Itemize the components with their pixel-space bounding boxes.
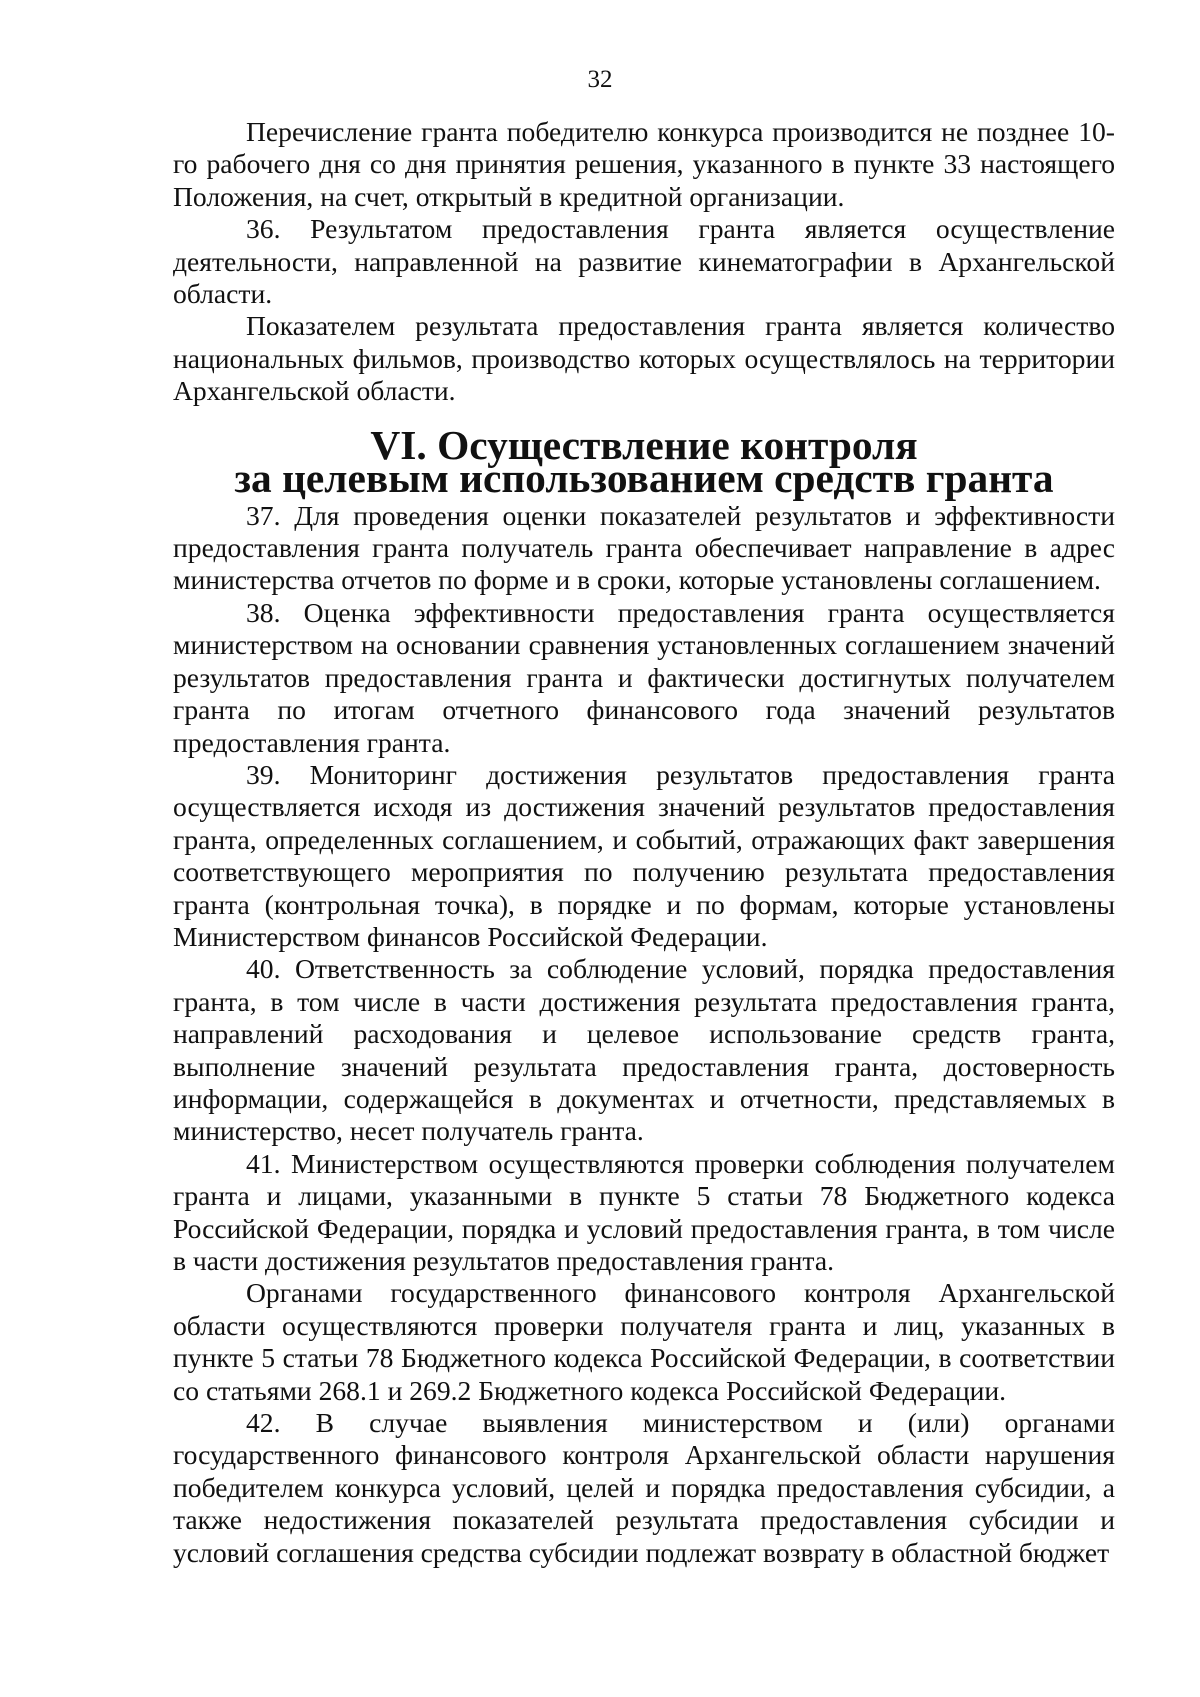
paragraph-37: 37. Для проведения оценки показателей результатов и эффективности предоставления гранта получатель гранта обеспечивает направление в адрес министерства отчетов по форме и в сроки, которые установлены соглашением. — [173, 499, 1115, 596]
paragraph-39: 39. Мониторинг достижения результатов предоставления гранта осуществляется исходя из достижения значений результатов предоставления гранта, определенных соглашением, и событий, отражающих факт завершения соответствующего мероприятия по получению результата предоставления гранта (контрольная точка), в порядке и по формам, которые установлены Министерством финансов Российской Федерации. — [173, 758, 1115, 952]
paragraph-41: 41. Министерством осуществляются проверки соблюдения получателем гранта и лицами, указанными в пункте 5 статьи 78 Бюджетного кодекса Российской Федерации, порядка и условий предоставления гранта, в том числе в части достижения результатов предоставления гранта. — [173, 1147, 1115, 1276]
section-title-line-2: за целевым использованием средств гранта — [234, 454, 1054, 501]
paragraph-38: 38. Оценка эффективности предоставления гранта осуществляется министерством на основании сравнения установленных соглашением значений результатов предоставления гранта и фактически достигнутых получателем гранта по итогам отчетного финансового года значений результатов предоставления гранта. — [173, 596, 1115, 758]
paragraph-financial-control: Органами государственного финансового контроля Архангельской области осуществляются проверки получателя гранта и лиц, указанных в пункте 5 статьи 78 Бюджетного кодекса Российской Федерации, в соответствии со статьями 268.1 и 269.2 Бюджетного кодекса Российской Федерации. — [173, 1277, 1115, 1406]
document-body — [173, 116, 1115, 1569]
paragraph-40: 40. Ответственность за соблюдение условий, порядка предоставления гранта, в том числе в части достижения результата предоставления гранта, направлений расходования и целевое использование средств гранта, выполнение значений результата предоставления гранта, достоверность информации, содержащейся в документах и отчетности, представляемых в министерство, несет получатель гранта. — [173, 953, 1115, 1147]
paragraph-grant-transfer: Перечисление гранта победителю конкурса производится не позднее 10-го рабочего дня со дня принятия решения, указанного в пункте 33 настоящего Положения, на счет, открытый в кредитной организации. — [173, 116, 1115, 212]
paragraph-result-indicator: Показателем результата предоставления гранта является количество национальных фильмов, производство которых осуществлялось на территории Архангельской области. — [173, 310, 1115, 407]
paragraph-36: 36. Результатом предоставления гранта является осуществление деятельности, направленной на развитие кинематографии в Архангельской области. — [173, 213, 1115, 310]
paragraph-42: 42. В случае выявления министерством и (или) органами государственного финансового контроля Архангельской области нарушения победителем конкурса условий, целей и порядка предоставления субсидии, а также недостижения показателей результата предоставления субсидии и условий соглашения средства субсидии подлежат возврату в областной бюджет — [173, 1407, 1115, 1568]
page-number: 32 — [587, 66, 613, 93]
section-title — [173, 421, 1115, 501]
section-title-line-1: VI. Осуществление контроля — [370, 421, 918, 468]
